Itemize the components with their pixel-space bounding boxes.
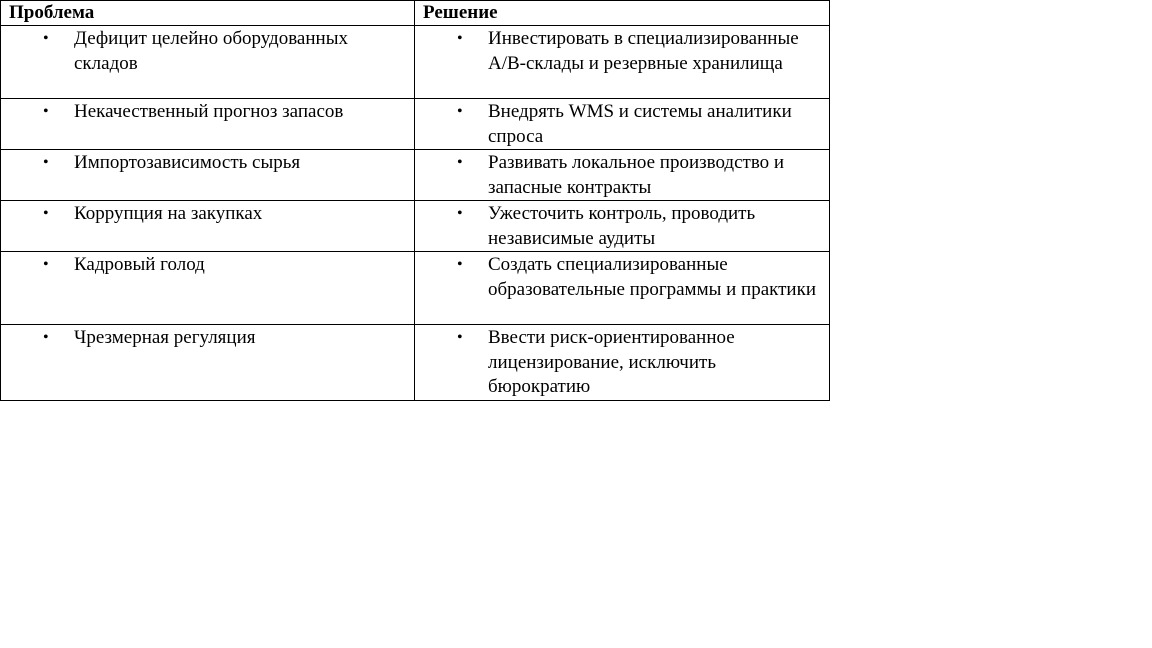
- problem-text: Импортозависимость сырья: [74, 152, 301, 173]
- solution-cell: [415, 26, 830, 99]
- bullet-icon: •: [457, 154, 463, 171]
- table-row: [1, 252, 830, 325]
- problem-cell: [1, 150, 415, 201]
- bullet-icon: •: [43, 30, 49, 47]
- problem-cell: [1, 201, 415, 252]
- bullet-icon: •: [43, 205, 49, 222]
- solution-text: Ввести риск-ориентированное лицензирование, исключить бюрократию: [488, 327, 735, 397]
- solution-text: Ужесточить контроль, проводить независимые аудиты: [488, 203, 756, 249]
- solution-text: Внедрять WMS и системы аналитики спроса: [488, 101, 792, 147]
- solution-cell: [415, 150, 830, 201]
- bullet-icon: •: [457, 256, 463, 273]
- bullet-icon: •: [457, 103, 463, 120]
- problem-cell: [1, 325, 415, 401]
- solution-text: Развивать локальное производство и запасные контракты: [488, 152, 785, 198]
- problem-text: Дефицит целейно оборудованных складов: [74, 28, 348, 74]
- problem-cell: [1, 252, 415, 325]
- problem-text: Кадровый голод: [74, 254, 205, 275]
- bullet-icon: •: [43, 329, 49, 346]
- table-row: [1, 325, 830, 401]
- header-solution: Решение: [415, 1, 830, 26]
- solution-cell: [415, 99, 830, 150]
- table-row: [1, 99, 830, 150]
- bullet-icon: •: [457, 329, 463, 346]
- bullet-icon: •: [457, 30, 463, 47]
- solution-cell: [415, 325, 830, 401]
- table-row: [1, 150, 830, 201]
- bullet-icon: •: [43, 103, 49, 120]
- solution-cell: [415, 252, 830, 325]
- header-problem: Проблема: [1, 1, 415, 26]
- bullet-icon: •: [43, 154, 49, 171]
- problem-text: Коррупция на закупках: [74, 203, 263, 224]
- bullet-icon: •: [43, 256, 49, 273]
- solution-text: Инвестировать в специализированные А/В-склады и резервные хранилища: [488, 28, 799, 74]
- bullet-icon: •: [457, 205, 463, 222]
- problem-solution-table: [0, 0, 830, 401]
- solution-text: Создать специализированные образовательные программы и практики: [488, 254, 816, 300]
- problem-text: Чрезмерная регуляция: [74, 327, 256, 348]
- problem-text: Некачественный прогноз запасов: [74, 101, 344, 122]
- problem-cell: [1, 26, 415, 99]
- solution-cell: [415, 201, 830, 252]
- table-row: [1, 26, 830, 99]
- table-row: [1, 201, 830, 252]
- table-header-row: [1, 1, 830, 26]
- problem-cell: [1, 99, 415, 150]
